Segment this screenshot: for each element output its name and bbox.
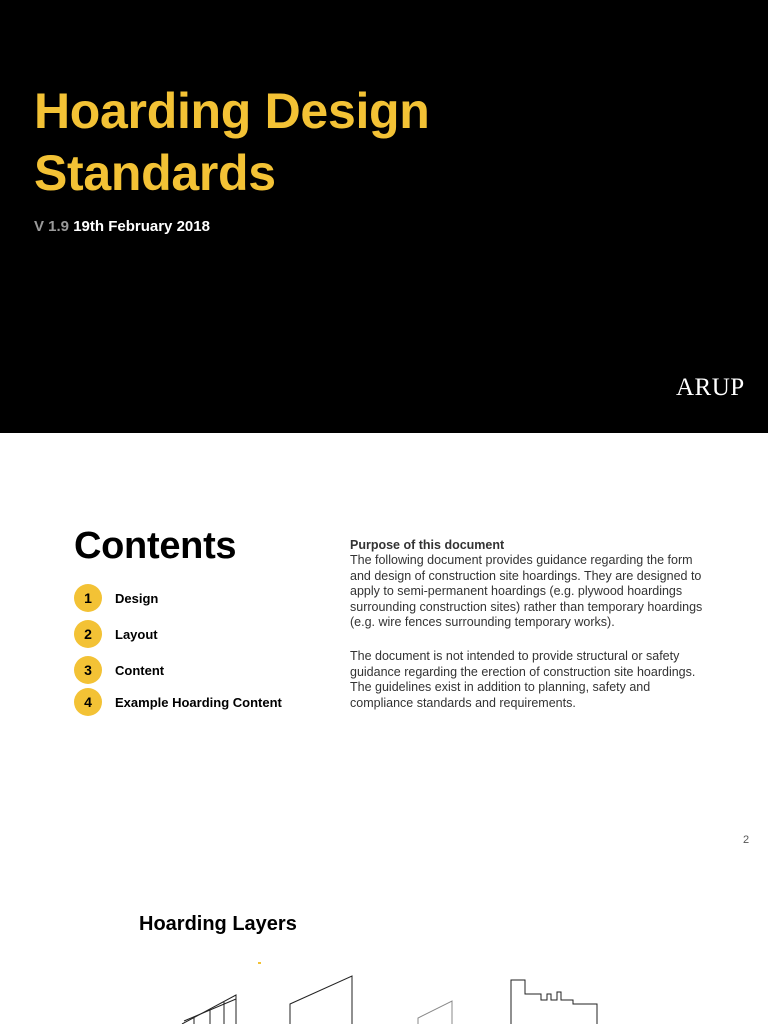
- hoarding-layers-diagram: [0, 863, 768, 1024]
- toc-label: Layout: [115, 627, 158, 642]
- title-line-2: Standards: [34, 145, 276, 201]
- toc-label: Content: [115, 663, 165, 678]
- purpose-paragraph-2: The document is not intended to provide structural or safety guidance regarding the erection of construction site hoardings. The guidelines exist in addition to planning, safety and compliance standards and requirements.: [350, 648, 696, 710]
- version-line: [34, 218, 210, 235]
- toc-label: Example Hoarding Content: [115, 695, 282, 710]
- panel-layer-illustration: [290, 976, 352, 1024]
- cover-page: [0, 0, 768, 433]
- frame-layer-illustration: [182, 995, 236, 1024]
- document-title: [34, 80, 430, 204]
- arup-logo: ARUP: [676, 374, 745, 401]
- version-number: V 1.9: [34, 218, 70, 235]
- toc-number-badge: 4: [74, 688, 102, 716]
- contents-heading: Contents: [74, 525, 237, 567]
- toc-number-badge: 1: [74, 584, 102, 612]
- toc-number-badge: 3: [74, 656, 102, 684]
- hoarding-layers-page: [0, 863, 768, 1024]
- cutout-layer-illustration: [511, 980, 597, 1024]
- toc-label: Design: [115, 591, 159, 606]
- purpose-paragraph-1: The following document provides guidance regarding the form and design of construction site hoardings. They are designed to apply to semi-permanent hoardings (e.g. plywood hoardings surrounding construction sites) rather than temporary hoardings (e.g. wire fences surrounding temporary works).: [350, 553, 703, 630]
- hoarding-layers-heading: Hoarding Layers: [139, 913, 297, 935]
- graphic-layer-illustration: [418, 1001, 452, 1024]
- page-number: 2: [743, 834, 750, 846]
- contents-page: [0, 433, 768, 863]
- publication-date: 19th February 2018: [73, 218, 210, 235]
- purpose-section: [350, 537, 710, 711]
- purpose-heading: Purpose of this document: [350, 538, 505, 552]
- title-line-1: Hoarding Design: [34, 83, 430, 139]
- toc-number-badge: 2: [74, 620, 102, 648]
